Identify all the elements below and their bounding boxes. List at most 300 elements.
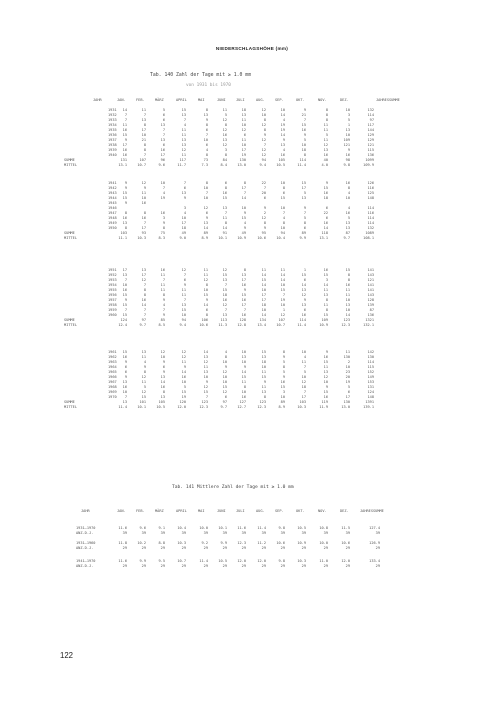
table-cell: 7 — [162, 278, 165, 282]
mittel-cell: 11.4 — [297, 163, 306, 167]
table-cell: 8 — [243, 181, 246, 185]
table-cell: 17 — [261, 293, 266, 297]
table-cell: 1940 — [108, 153, 117, 157]
mittel-cell: 10.5 — [156, 405, 165, 409]
table-cell: 1965 — [108, 370, 117, 374]
table-cell: 21 — [301, 113, 306, 117]
table-cell: 9 — [325, 181, 328, 185]
table-cell: 97 — [369, 118, 374, 122]
period-cell: 9.9 — [139, 559, 146, 563]
table-cell: 7 — [205, 133, 208, 137]
table-cell: 11 — [181, 293, 186, 297]
table-cell: 11 — [222, 216, 227, 220]
table-cell: 148 — [367, 196, 374, 200]
table-cell: 7 — [183, 298, 186, 302]
table-cell: 11 — [323, 365, 328, 369]
table-cell: 14 — [261, 313, 266, 317]
summe-cell: 131 — [120, 158, 127, 162]
table-cell: 14 — [261, 273, 266, 277]
period-cell: 11.6 — [118, 559, 127, 563]
period-cell: 11.6 — [237, 526, 246, 530]
summe-cell: 13 — [122, 400, 127, 404]
period-cell: 9.9 — [220, 541, 227, 545]
table-cell: 11 — [122, 123, 127, 127]
table-cell: 17 — [301, 395, 306, 399]
table-cell: 10 — [301, 350, 306, 354]
table-cell: 11 — [141, 355, 146, 359]
table-cell: 7 — [224, 283, 227, 287]
table-cell: 11 — [203, 365, 208, 369]
summe-cell: 49 — [181, 231, 186, 235]
column-header: JAHR — [81, 509, 90, 513]
table-cell: 21 — [141, 138, 146, 142]
table-cell: 114 — [367, 221, 374, 225]
table-cell: 114 — [367, 360, 374, 364]
table-cell: 7 — [143, 308, 146, 312]
mittel-cell: 10.4 — [276, 236, 285, 240]
table-cell: 9 — [282, 375, 285, 379]
table-cell: 8 — [282, 186, 285, 190]
table-cell: 13 — [160, 138, 165, 142]
table-cell: 17 — [345, 395, 350, 399]
table-cell: 6 — [325, 216, 328, 220]
table-cell: 7 — [143, 283, 146, 287]
column-header: JAN. — [117, 509, 126, 513]
table-cell: 10 — [280, 303, 285, 307]
table-cell: 8 — [325, 298, 328, 302]
table-cell: 15 — [203, 293, 208, 297]
table-cell: 13 — [222, 138, 227, 142]
table-cell: 9 — [162, 370, 165, 374]
table-cell: 15 — [280, 385, 285, 389]
table-cell: 15 — [280, 288, 285, 292]
table-cell: 12 — [222, 128, 227, 132]
table-cell: 7 — [282, 293, 285, 297]
summe-cell: 93 — [141, 231, 146, 235]
period-cell: 10.0 — [199, 526, 208, 530]
summe-cell: 94 — [181, 318, 186, 322]
table-cell: 12 — [181, 350, 186, 354]
anz-cell: 29 — [345, 564, 350, 568]
table-cell: 114 — [367, 216, 374, 220]
column-header: JAHRESSUMME — [360, 509, 384, 513]
table-cell: 8 — [143, 288, 146, 292]
table-cell: 1967 — [108, 380, 117, 384]
table-cell: 13 — [122, 273, 127, 277]
table-cell: 10 — [241, 360, 246, 364]
table-cell: 5 — [325, 133, 328, 137]
table-cell: 7 — [143, 221, 146, 225]
table-cell: 12 — [261, 153, 266, 157]
table-cell: 116 — [367, 211, 374, 215]
table-cell: 16 — [222, 298, 227, 302]
table-cell: 11 — [181, 360, 186, 364]
table-cell: 8 — [303, 153, 306, 157]
anz-cell: ANZ.D.J. — [76, 546, 94, 550]
table-cell: 8 — [143, 370, 146, 374]
table-cell: 1938 — [108, 143, 117, 147]
table-cell: 14 — [323, 226, 328, 230]
table-cell: 1937 — [108, 138, 117, 142]
table-cell: 9 — [124, 138, 127, 142]
table-cell: 13 — [323, 293, 328, 297]
column-header: AUG. — [256, 98, 265, 102]
summe-cell: 1321 — [365, 318, 374, 322]
summe-cell: 85 — [160, 318, 165, 322]
table-cell: 14 — [323, 283, 328, 287]
summe-cell: 97 — [141, 318, 146, 322]
table-cell: 15 — [301, 181, 306, 185]
table-cell: 5 — [143, 385, 146, 389]
table-cell: 1962 — [108, 355, 117, 359]
summe-cell: 107 — [278, 318, 285, 322]
mittel-cell: 8.4 — [220, 163, 227, 167]
summe-cell: 105 — [158, 400, 165, 404]
table-cell: 10 — [122, 390, 127, 394]
table-cell: 9 — [124, 298, 127, 302]
column-header: NOV. — [318, 98, 327, 102]
table-cell: 6 — [183, 278, 186, 282]
table-cell: 9 — [282, 355, 285, 359]
summe-cell: 89 — [301, 231, 306, 235]
table-cell: 11 — [261, 268, 266, 272]
table-cell: 12 — [203, 206, 208, 210]
table-cell: 13 — [160, 375, 165, 379]
table-cell: 16 — [323, 395, 328, 399]
period-cell: 133.4 — [369, 559, 380, 563]
table-cell: 141 — [367, 283, 374, 287]
period-cell: 10.8 — [319, 526, 328, 530]
table-cell: 7 — [162, 186, 165, 190]
column-header: FEB. — [136, 509, 145, 513]
table-cell: 9 — [263, 133, 266, 137]
table-cell: 10 — [203, 138, 208, 142]
table-cell: 16 — [241, 395, 246, 399]
table-cell: 6 — [303, 308, 306, 312]
period-cell: 11.8 — [118, 541, 127, 545]
table-cell: 9 — [162, 313, 165, 317]
table-cell: 6 — [205, 128, 208, 132]
table-cell: 9 — [303, 133, 306, 137]
summe-cell: 101 — [139, 400, 146, 404]
table-cell: 9 — [347, 148, 350, 152]
table-cell: 15 — [122, 303, 127, 307]
table-cell: 8 — [162, 226, 165, 230]
column-header: OKT. — [296, 98, 305, 102]
anz-cell: 29 — [203, 546, 208, 550]
table-cell: 5 — [347, 118, 350, 122]
summe-cell: 94 — [280, 231, 285, 235]
table-cell: 13 — [323, 148, 328, 152]
table-cell: 5 — [224, 113, 227, 117]
table-cell: 143 — [367, 293, 374, 297]
table-cell: 1960 — [108, 313, 117, 317]
table-cell: 109 — [343, 138, 350, 142]
table-cell: 10 — [345, 133, 350, 137]
table-cell: 8 — [205, 313, 208, 317]
table-cell: 10 — [261, 308, 266, 312]
anz-cell: 29 — [375, 564, 380, 568]
table-cell: 16 — [301, 313, 306, 317]
table-cell: 15 — [241, 293, 246, 297]
table-cell: 132 — [367, 226, 374, 230]
summe-cell: 84 — [222, 158, 227, 162]
table-cell: 8 — [325, 308, 328, 312]
table-cell: 8 — [263, 395, 266, 399]
table-cell: 10 — [203, 196, 208, 200]
table-cell: 1958 — [108, 303, 117, 307]
anz-cell: 39 — [345, 531, 350, 535]
mittel-cell: 12.8 — [237, 323, 246, 327]
table-cell: 9 — [162, 360, 165, 364]
table-cell: 4 — [243, 221, 246, 225]
table-cell: 12 — [141, 181, 146, 185]
table-cell: 15 — [280, 196, 285, 200]
table-cell: 10 — [122, 283, 127, 287]
mittel-cell: 10.9 — [237, 236, 246, 240]
table-cell: 16 — [141, 216, 146, 220]
period-cell: 10.7 — [177, 559, 186, 563]
table-cell: 9 — [162, 298, 165, 302]
table-cell: 7 — [143, 153, 146, 157]
table-cell: 9 — [183, 283, 186, 287]
period-cell: 127.4 — [369, 526, 380, 530]
table-cell: 17 — [160, 153, 165, 157]
table-cell: 7 — [205, 395, 208, 399]
table-cell: 16 — [323, 153, 328, 157]
mittel-cell: 12.3 — [257, 405, 266, 409]
table-cell: 3 — [325, 278, 328, 282]
period-cell: 9.5 — [158, 559, 165, 563]
table-cell: 12 — [323, 143, 328, 147]
column-header: APRIL — [176, 98, 187, 102]
table-cell: 15 — [122, 293, 127, 297]
anz-cell: 29 — [241, 564, 246, 568]
summe-cell: 130 — [239, 158, 246, 162]
period-cell: 11.6 — [118, 526, 127, 530]
column-header: MÄRZ — [155, 98, 164, 102]
summe-cell: 1089 — [365, 231, 374, 235]
table-cell: 12 — [323, 375, 328, 379]
table-cell: 7 — [263, 186, 266, 190]
table-cell: 11 — [323, 288, 328, 292]
table-cell: 6 — [162, 113, 165, 117]
table-cell: 15 — [222, 196, 227, 200]
mittel-cell: 10.3 — [297, 405, 306, 409]
table-cell: 126 — [367, 181, 374, 185]
period-cell: 11.0 — [319, 559, 328, 563]
table-cell: 8 — [143, 123, 146, 127]
table-cell: 9 — [282, 138, 285, 142]
table-cell: 1961 — [108, 350, 117, 354]
period-cell: 8.8 — [158, 541, 165, 545]
mittel-cell: 132.1 — [363, 323, 374, 327]
table-cell: 1963 — [108, 360, 117, 364]
table-cell: 22 — [323, 211, 328, 215]
table-cell: 5 — [347, 216, 350, 220]
table-cell: 10 — [280, 206, 285, 210]
table-cell: 9 — [205, 298, 208, 302]
table-cell: 11 — [323, 128, 328, 132]
table-cell: 9 — [124, 360, 127, 364]
table-cell: 10 — [261, 288, 266, 292]
mittel-cell: 13.4 — [257, 323, 266, 327]
table-cell: 18 — [261, 303, 266, 307]
table-cell: 15 — [323, 360, 328, 364]
table-cell: 136 — [367, 153, 374, 157]
table-cell: 8 — [143, 148, 146, 152]
table140-title: Tab. 140 Zahl der Tage mit ≥ 1.0 mm — [150, 73, 252, 78]
table-cell: 13 — [122, 380, 127, 384]
anz-cell: 29 — [181, 564, 186, 568]
table-cell: 12 — [203, 360, 208, 364]
table-cell: 16 — [160, 148, 165, 152]
anz-cell: 29 — [222, 546, 227, 550]
summe-cell: 117 — [179, 158, 186, 162]
table-cell: 8 — [325, 108, 328, 112]
table-cell: 1931 — [108, 108, 117, 112]
table-cell: 1956 — [108, 293, 117, 297]
table-cell: 16 — [122, 288, 127, 292]
table-cell: 16 — [122, 153, 127, 157]
table-cell: 4 — [282, 118, 285, 122]
anz-cell: 29 — [141, 564, 146, 568]
column-header: SEP. — [275, 98, 284, 102]
summe-cell: 106 — [201, 318, 208, 322]
table-cell: 15 — [261, 278, 266, 282]
table-cell: 10 — [241, 390, 246, 394]
table-cell: 17 — [241, 148, 246, 152]
table-cell: 4 — [143, 360, 146, 364]
table-cell: 14 — [203, 226, 208, 230]
column-header: JAHR — [93, 98, 102, 102]
table-cell: 10 — [241, 143, 246, 147]
table-cell: 6 — [347, 390, 350, 394]
mittel-cell: 12.0 — [177, 405, 186, 409]
table-cell: 15 — [181, 308, 186, 312]
table-cell: 13 — [141, 118, 146, 122]
column-header: JAHRESSUMME — [376, 98, 400, 102]
table-cell: 8 — [143, 211, 146, 215]
table-cell: 19 — [280, 123, 285, 127]
table-cell: 7 — [162, 133, 165, 137]
table-cell: 10 — [160, 355, 165, 359]
summe-cell: 89 — [203, 231, 208, 235]
table-cell: 15 — [203, 390, 208, 394]
table-cell: 149 — [367, 375, 374, 379]
table-cell: 16 — [122, 216, 127, 220]
table-cell: 14 — [280, 113, 285, 117]
table-cell: 15 — [122, 196, 127, 200]
anz-cell: 29 — [222, 564, 227, 568]
table-cell: 19 — [241, 153, 246, 157]
table-cell: 12 — [261, 216, 266, 220]
table-cell: 9 — [263, 206, 266, 210]
table-cell: 11 — [160, 283, 165, 287]
table-cell: 13 — [222, 206, 227, 210]
mittel-cell: 4.0 — [321, 163, 328, 167]
table-cell: 11 — [222, 108, 227, 112]
table-cell: 9 — [205, 216, 208, 220]
table-cell: 3 — [282, 390, 285, 394]
table-cell: 10 — [203, 288, 208, 292]
period-cell: 10.3 — [177, 541, 186, 545]
table-cell: 11 — [203, 268, 208, 272]
column-header: JULI — [236, 509, 245, 513]
mittel-cell: 10.6 — [199, 323, 208, 327]
table-cell: 116 — [367, 186, 374, 190]
table-cell: 8 — [282, 365, 285, 369]
table-cell: 131 — [367, 385, 374, 389]
table-cell: 14 — [280, 133, 285, 137]
table-cell: 16 — [160, 385, 165, 389]
anz-cell: 39 — [323, 531, 328, 535]
table-cell: 7 — [303, 390, 306, 394]
table-cell: 18 — [301, 385, 306, 389]
table-cell: 8 — [224, 153, 227, 157]
table-cell: 129 — [367, 138, 374, 142]
table-cell: 6 — [263, 196, 266, 200]
table-cell: 11 — [160, 273, 165, 277]
table-cell: 13 — [301, 288, 306, 292]
table-cell: 1945 — [108, 201, 117, 205]
anz-cell: 29 — [301, 546, 306, 550]
table-cell: 16 — [122, 148, 127, 152]
table-cell: 12 — [222, 390, 227, 394]
table-cell: 8 — [263, 221, 266, 225]
table-cell: 13 — [181, 303, 186, 307]
table-cell: 12 — [280, 313, 285, 317]
table-cell: 8 — [224, 355, 227, 359]
table-cell: 7 — [124, 118, 127, 122]
table-cell: 14 — [280, 278, 285, 282]
table-cell: 5 — [303, 216, 306, 220]
table-cell: 10 — [203, 375, 208, 379]
mittel-cell: 10.9 — [319, 323, 328, 327]
table-cell: 11 — [160, 288, 165, 292]
table-cell: 15 — [241, 375, 246, 379]
table-cell: 10 — [241, 123, 246, 127]
table-cell: 16 — [280, 380, 285, 384]
period-cell: 12.0 — [341, 559, 350, 563]
table-cell: 139 — [367, 303, 374, 307]
table-cell: 7 — [303, 365, 306, 369]
period-cell: 10.2 — [137, 541, 146, 545]
table-cell: 11 — [241, 138, 246, 142]
mittel-cell: 8.5 — [158, 323, 165, 327]
mittel-cell: 109.9 — [363, 163, 374, 167]
summe-cell: 119 — [321, 400, 328, 404]
table-cell: 8 — [303, 221, 306, 225]
table-cell: 1932 — [108, 113, 117, 117]
table-cell: 9 — [183, 365, 186, 369]
table-cell: 6 — [325, 206, 328, 210]
summe-cell: 114 — [299, 158, 306, 162]
table-cell: 14 — [203, 303, 208, 307]
period-cell: 1931–1970 — [76, 526, 96, 530]
table-cell: 114 — [367, 206, 374, 210]
table-cell: 15 — [261, 350, 266, 354]
table-cell: 12 — [241, 128, 246, 132]
table-cell: 18 — [261, 360, 266, 364]
table-cell: 5 — [303, 191, 306, 195]
table-cell: 9 — [124, 375, 127, 379]
summe-cell: SUMME — [64, 231, 75, 235]
table-cell: 12 — [301, 293, 306, 297]
table-cell: 1939 — [108, 148, 117, 152]
table-cell: 1970 — [108, 395, 117, 399]
table-cell: 1948 — [108, 216, 117, 220]
